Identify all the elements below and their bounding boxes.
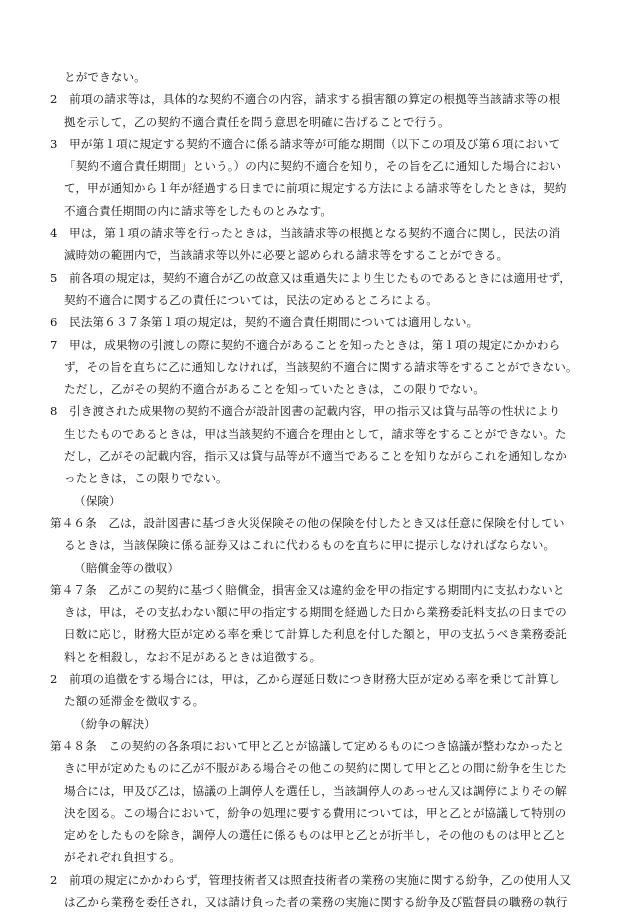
text-line: 2 前項の追徴をする場合には，甲は，乙から遅延日数につき財務大臣が定める率を乗じて計算し xyxy=(50,672,561,687)
text-line: 料とを相殺し，なお不足があるときは追徴する。 xyxy=(64,649,322,664)
text-line: 滅時効の範囲内で，当該請求等以外に必要と認められる請求等をすることができる。 xyxy=(64,248,509,263)
text-line: 「契約不適合責任期間」という。）の内に契約不適合を知り，その旨を乙に通知した場合におい xyxy=(64,159,562,174)
article-caption: （紛争の解決） xyxy=(74,716,156,731)
text-line: るときは，当該保険に係る証券又はこれに代わるものを直ちに甲に提示しなければならない。 xyxy=(64,538,556,553)
text-line: 2 前項の請求等は，具体的な契約不適合の内容，請求する損害額の算定の根拠等当該請求等の根 xyxy=(50,92,561,107)
text-line: 拠を示して，乙の契約不適合責任を問う意思を明確に告げることで行う。 xyxy=(64,114,450,129)
text-line: だし，乙がその記載内容，指示又は貸与品等が不適当であることを知りながらこれを通知しなか xyxy=(64,449,567,464)
text-line: きに甲が定めたものに乙が不服がある場合その他この契約に関して甲と乙との間に紛争を生じた xyxy=(64,761,567,776)
text-line: た額の延滞金を徴収する。 xyxy=(64,694,205,709)
text-line: 決を図る。この場合において，紛争の処理に要する費用については，甲と乙とが協議して特別の xyxy=(64,805,567,820)
text-line: とができない。 xyxy=(64,70,146,84)
text-line: 場合には，甲及び乙は，協議の上調停人を選任し，当該調停人のあっせん又は調停によりその解 xyxy=(64,783,567,798)
text-line: ず，その旨を直ちに乙に通知しなければ，当該契約不適合に関する請求等をすることができない。 xyxy=(64,359,578,374)
text-line: 契約不適合に関する乙の責任については，民法の定めるところによる。 xyxy=(64,292,438,307)
text-line: 4 甲は，第１項の請求等を行ったときは，当該請求等の根拠となる契約不適合に関し，民法の消 xyxy=(50,226,561,241)
text-line: 第４６条 乙は，設計図書に基づき火災保険その他の保険を付したとき又は任意に保険を付してい xyxy=(50,515,565,530)
text-line: は乙から業務を委任され，又は請け負った者の業務の実施に関する紛争及び監督員の職務の執行 xyxy=(64,894,568,909)
text-line: 定めをしたものを除き，調停人の選任に係るものは甲と乙とが折半し，その他のものは甲と乙と xyxy=(64,828,567,843)
text-line: ただし，乙がその契約不適合があることを知っていたときは，この限りでない。 xyxy=(64,382,485,397)
text-line: て，甲が通知から１年が経過する日までに前項に規定する方法による請求等をしたときは，契約 xyxy=(64,181,567,196)
text-line: 日数に応じ，財務大臣が定める率を乗じて計算した利息を付した額と，甲の支払うべき業務委託 xyxy=(64,627,567,642)
text-line: 6 民法第６３７条第１項の規定は，契約不適合責任期間については適用しない。 xyxy=(50,315,479,330)
text-line: 5 前各項の規定は，契約不適合が乙の故意又は重過失により生じたものであるときには適用せず， xyxy=(50,270,572,285)
text-line: きは，甲は，その支払わない額に甲の指定する期間を経過した日から業務委託料支払の日までの xyxy=(64,605,567,620)
text-line: 8 引き渡された成果物の契約不適合が設計図書の記載内容，甲の指示又は貸与品等の性状により xyxy=(50,404,561,419)
text-line: 不適合責任期間の内に請求等をしたものとみなす。 xyxy=(64,203,333,218)
text-line: ったときは，この限りでない。 xyxy=(64,471,228,486)
text-line: がそれぞれ負担する。 xyxy=(64,850,181,865)
text-line: 2 前項の規定にかかわらず，管理技術者又は照査技術者の業務の実施に関する紛争，乙の使用人又 xyxy=(50,872,572,887)
article-caption: （賠償金等の徴収） xyxy=(74,560,180,575)
text-line: 生じたものであるときは，甲は当該契約不適合を理由として，請求等をすることができない。た xyxy=(64,426,567,441)
text-line: 第４８条 この契約の各条項において甲と乙とが協議して定めるものにつき協議が整わなかったと xyxy=(50,738,565,753)
text-line: 第４７条 乙がこの契約に基づく賠償金，損害金又は違約金を甲の指定する期間内に支払わないと xyxy=(50,582,565,597)
article-caption: （保険） xyxy=(74,493,121,508)
text-line: 7 甲は，成果物の引渡しの際に契約不適合があることを知ったときは，第１項の規定にかかわら xyxy=(50,337,561,352)
text-line: 3 甲が第１項に規定する契約不適合に係る請求等が可能な期間（以下この項及び第６項において xyxy=(50,136,561,151)
